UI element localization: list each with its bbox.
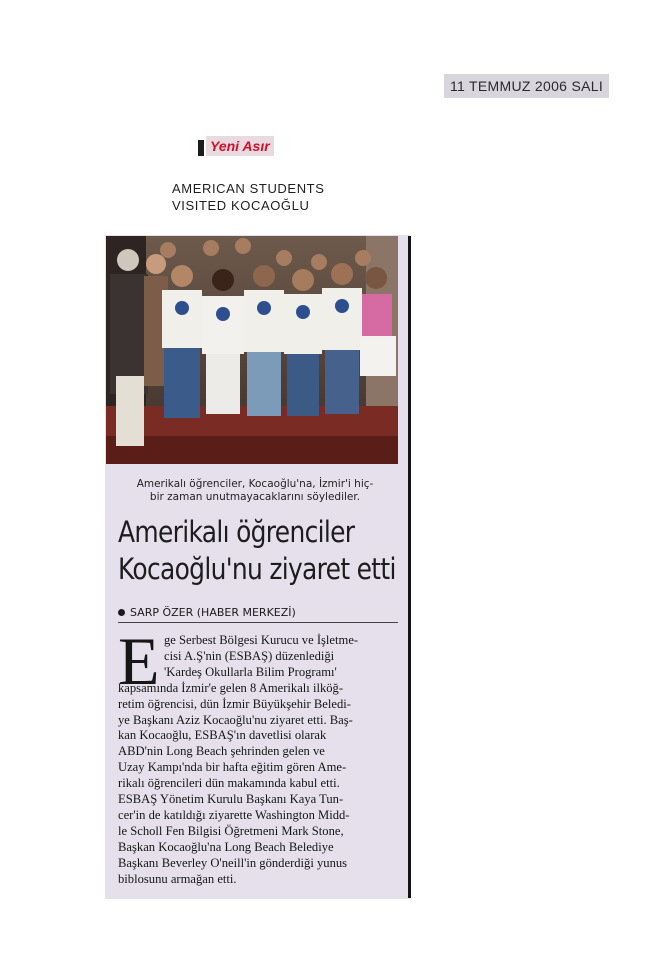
article-line: Başkan Kocaoğlu'na Long Beach Belediye (118, 839, 334, 854)
english-caption-line: VISITED KOCAOĞLU (172, 198, 310, 213)
english-caption-line: AMERICAN STUDENTS (172, 181, 325, 196)
logo-text: Yeni Asır (206, 136, 274, 156)
article-line: rikalı öğrencileri dün makamında kabul etti. (118, 776, 340, 791)
article-line: retim öğrencisi, dün İzmir Büyükşehir Beledi- (118, 696, 351, 711)
article-line: Başkanı Beverley O'neill'in gönderdiği yunus (118, 855, 348, 870)
article-line: le Scholl Fen Bilgisi Öğretmeni Mark Stone, (118, 823, 344, 838)
headline-line: Kocaoğlu'nu ziyaret etti (118, 552, 396, 586)
article-line: cer'in de katıldığı ziyarette Washington Midd- (118, 807, 350, 822)
article-body (118, 623, 400, 888)
date-stamp: 11 TEMMUZ 2006 SALI (444, 74, 609, 98)
byline-text: SARP ÖZER (HABER MERKEZİ) (130, 606, 296, 619)
drop-cap: E (118, 623, 160, 699)
headline-line: Amerikalı öğrenciler (118, 515, 355, 549)
photo-caption (110, 478, 400, 504)
newspaper-logo (198, 136, 286, 158)
english-caption (172, 180, 372, 214)
byline (118, 606, 398, 620)
article-line: 'Kardeş Okullarla Bilim Programı' (164, 664, 337, 679)
article-line: kan Kocaoğlu, ESBAŞ'ın davetlisi olarak (118, 728, 327, 743)
logo-bar (198, 140, 204, 156)
column-rule (408, 236, 411, 898)
group-photo (106, 236, 398, 464)
article-line: Uzay Kampı'nda bir hafta eğitim gören Ame- (118, 760, 347, 775)
article-line: cisi A.Ş'nin (ESBAŞ) düzenlediği (164, 648, 335, 663)
article-line: ESBAŞ Yönetim Kurulu Başkanı Kaya Tun- (118, 792, 344, 807)
article-line: biblosunu armağan etti. (118, 871, 237, 886)
article-line: kapsamında İzmir'e gelen 8 Amerikalı ilköğ- (118, 680, 344, 695)
article-line: ABD'nin Long Beach şehrinden gelen ve (118, 744, 325, 759)
byline-divider (118, 622, 398, 623)
article-line: ye Başkanı Aziz Kocaoğlu'nu ziyaret etti. Baş- (118, 712, 353, 727)
photo-caption-line: Amerikalı öğrenciler, Kocaoğlu'na, İzmir'i hiç- (136, 478, 374, 490)
article-line: ge Serbest Bölgesi Kurucu ve İşletme- (164, 633, 359, 647)
bullet-icon (118, 609, 125, 616)
photo-caption-line: bir zaman unutmayacaklarını söylediler. (149, 491, 361, 503)
group-photo-image (106, 236, 398, 464)
headline (118, 514, 396, 588)
